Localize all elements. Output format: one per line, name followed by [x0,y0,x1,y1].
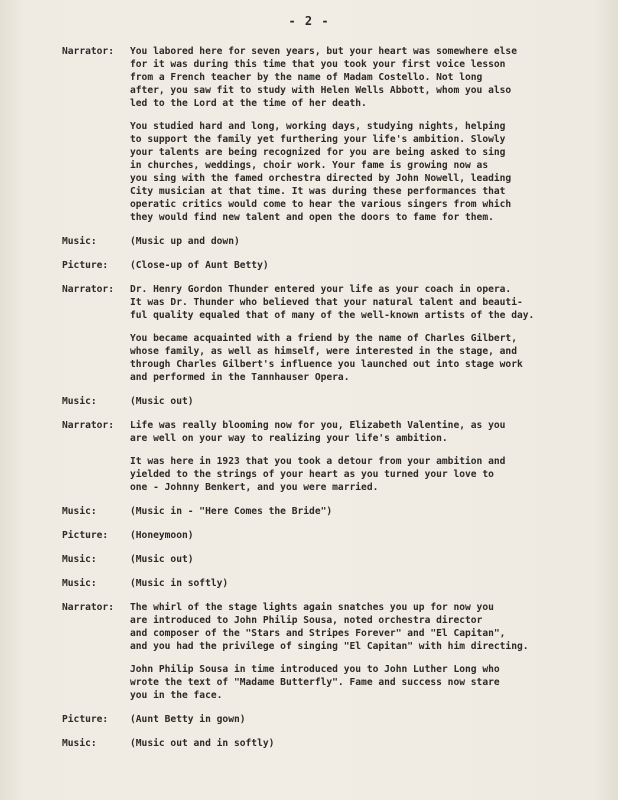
entry-body [130,419,602,494]
script-entry [62,601,602,702]
script-paragraph: Dr. Henry Gordon Thunder entered your life as your coach in opera. It was Dr. Thunder who believed that your natural talent and beauti- ful quality equaled that of many of the well-known artists of the day. [130,284,535,321]
speaker-label: Picture: [62,530,109,541]
speaker-label: Music: [62,236,97,247]
script-paragraph: Life was really blooming now for you, Elizabeth Valentine, as you are well on your way to realizing your life's ambition. [130,420,506,444]
script-entry [62,45,602,224]
script-paragraph: (Aunt Betty in gown) [130,714,246,725]
script-paragraph: You studied hard and long, working days, studying nights, helping to support the family yet furthering your life's ambition. Slowly your talents are being recognized for you are being asked to sing in churches, weddings, choir work. Your fame is growing now as you sing with the famed orchestra directed by John Nowell, leading City musician at that time. It was during these performances that operatic critics would come to hear the various singers from which they would find new talent and open the doors to fame for them. [130,121,512,223]
script-paragraph: (Music in softly) [130,578,229,589]
script-paragraph: John Philip Sousa in time introduced you to John Luther Long who wrote the text of "Madame Butterfly". Fame and success now stare you in the face. [130,664,500,701]
script-entry [62,283,602,384]
entry-body [130,45,602,224]
speaker-label: Picture: [62,714,109,725]
entry-body [130,259,602,272]
script-paragraph: (Music in - "Here Comes the Bride") [130,506,333,517]
entry-body [130,601,602,702]
script-paragraph: (Music out) [130,554,194,565]
script-paragraph: (Music out) [130,396,194,407]
script-entry [62,505,602,518]
script-entry [62,395,602,408]
entry-body [130,283,602,384]
speaker-label: Music: [62,396,97,407]
script-paragraph: (Music out and in softly) [130,738,275,749]
speaker-label: Music: [62,554,97,565]
entry-body [130,737,602,750]
script-paragraph: It was here in 1923 that you took a detour from your ambition and yielded to the strings of your heart as you turned your love to one - Johnny Benkert, and you were married. [130,456,506,493]
script-entry [62,577,602,590]
script-entry [62,419,602,494]
script-paragraph: You labored here for seven years, but your heart was somewhere else for it was during this time that you took your first voice lesson from a French teacher by the name of Madam Costello. Not long after, you saw fit to study with Helen Wells Abbott, whom you also led to the Lord at the time of her death. [130,46,517,109]
entry-body [130,577,602,590]
entry-body [130,395,602,408]
script-paragraph: (Music up and down) [130,236,240,247]
script-paragraph: (Honeymoon) [130,530,194,541]
speaker-label: Picture: [62,260,109,271]
entry-body [130,713,602,726]
script-paragraph: (Close-up of Aunt Betty) [130,260,269,271]
script-entry [62,553,602,566]
script-entry [62,259,602,272]
entry-body [130,505,602,518]
speaker-label: Narrator: [62,602,114,613]
entry-body [130,529,602,542]
script-entry [62,529,602,542]
speaker-label: Music: [62,578,97,589]
speaker-label: Narrator: [62,46,114,57]
speaker-label: Narrator: [62,284,114,295]
script-paragraph: You became acquainted with a friend by the name of Charles Gilbert, whose family, as well as himself, were interested in the stage, and through Charles Gilbert's influence you launched out into stage work and performed in the Tannhauser Opera. [130,333,523,383]
script-entry [62,713,602,726]
entry-body [130,553,602,566]
script-entry [62,235,602,248]
script-entry [62,737,602,750]
speaker-label: Narrator: [62,420,114,431]
script-body [62,45,602,761]
speaker-label: Music: [62,738,97,749]
speaker-label: Music: [62,506,97,517]
entry-body [130,235,602,248]
page-number: - 2 - [288,14,330,28]
script-paragraph: The whirl of the stage lights again snatches you up for now you are introduced to John Philip Sousa, noted orchestra director and composer of the "Stars and Stripes Forever" and "El Capitan", and you had the privilege of singing "El Capitan" with him directing. [130,602,529,652]
